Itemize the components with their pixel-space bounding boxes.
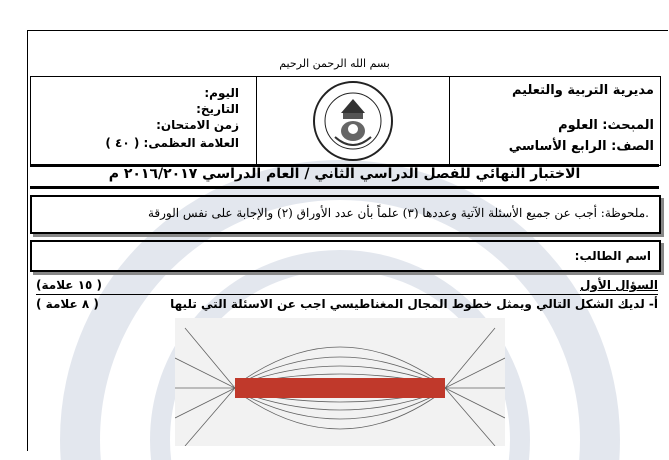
- subject-field: المبحث: العلوم: [558, 118, 654, 133]
- question-1-header: [36, 278, 658, 294]
- instructions-text: .ملحوظة: أجب عن جميع الأسئلة الآتية وعددها (٣) علماً بأن عدد الأوراق (٢) والإجابة على نفس الورقة: [147, 206, 649, 220]
- question-1a-text: أ- لديك الشكل التالي ويمثل خطوط المجال المغناطيسي اجب عن الاسئلة التي تليها: [170, 297, 658, 311]
- header-left: [89, 85, 239, 151]
- header-divider-right: [449, 77, 450, 165]
- instructions-box: [30, 195, 661, 234]
- day-field: اليوم:: [204, 86, 239, 100]
- question-1-marks: ( ١٥ علامة): [36, 278, 103, 292]
- student-name-box[interactable]: [30, 240, 661, 272]
- directorate: مديرية التربية والتعليم: [511, 83, 654, 98]
- question-1-title: السؤال الأول: [580, 278, 658, 292]
- question-1a-marks: ( ٨ علامة ): [36, 297, 99, 311]
- title-bottom-rule: [30, 186, 659, 189]
- student-name-label: اسم الطالب:: [574, 249, 651, 263]
- header-box: [30, 76, 661, 166]
- grade-field: الصف: الرابع الأساسي: [508, 139, 654, 154]
- magnetic-field-figure: [175, 318, 505, 446]
- basmala: بسم الله الرحمن الرحيم: [279, 57, 390, 70]
- total-mark-field: العلامة العظمى: ( ٤٠ ): [105, 136, 239, 150]
- bar-magnet: [235, 378, 445, 398]
- exam-title: الاختبار النهائي للفصل الدراسي الثاني / العام الدراسي ٢٠١٦/٢٠١٧ م: [108, 166, 581, 182]
- question-1-rule: [36, 294, 658, 295]
- date-field: التاريخ:: [196, 102, 239, 116]
- duration-field: زمن الامتحان:: [156, 118, 239, 132]
- question-1a: [36, 297, 658, 313]
- header-divider-left: [256, 77, 257, 165]
- ministry-emblem-icon: [311, 79, 395, 163]
- header-right: [454, 83, 654, 154]
